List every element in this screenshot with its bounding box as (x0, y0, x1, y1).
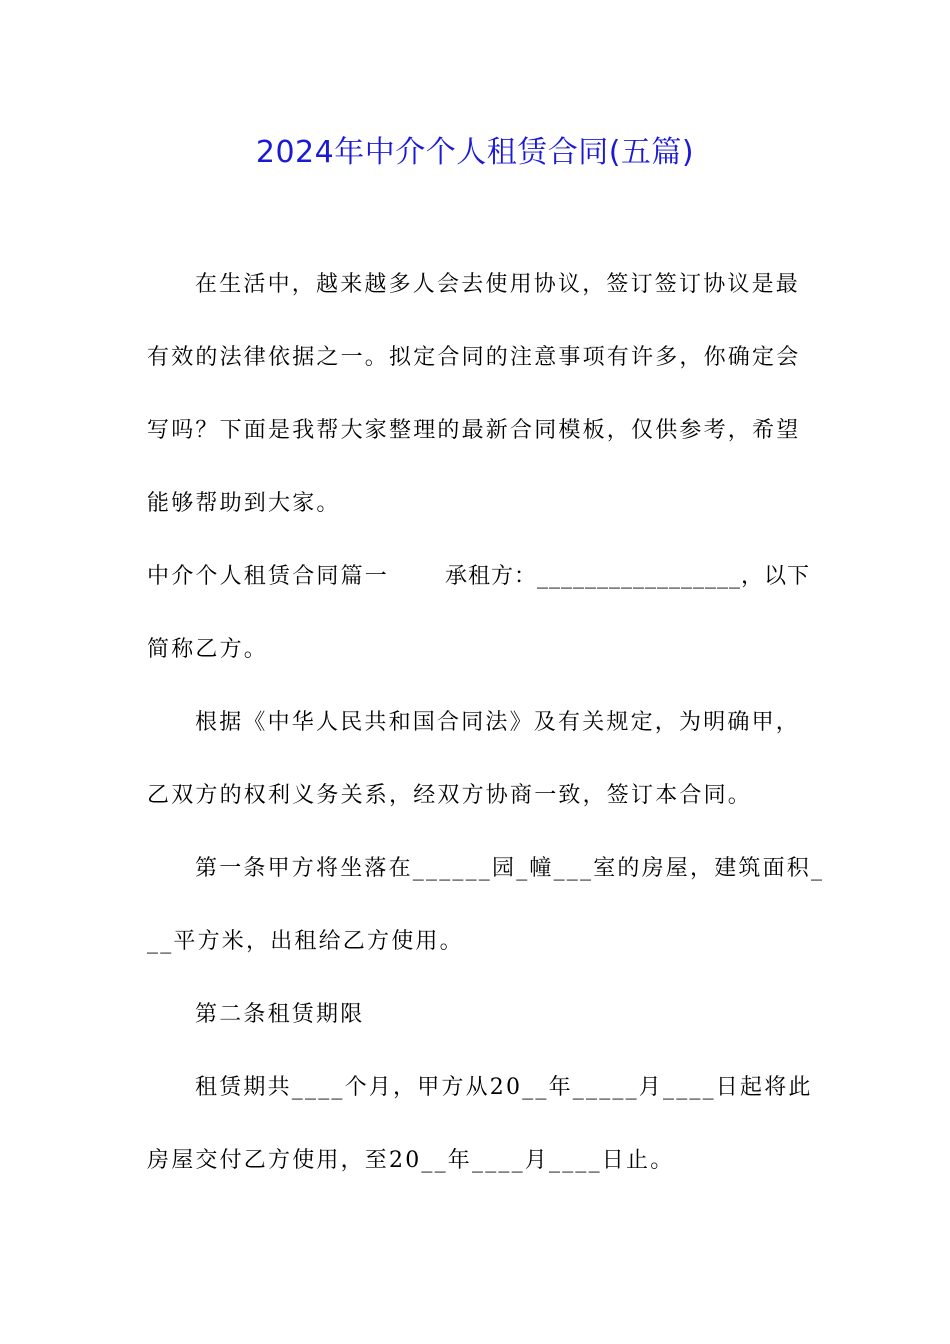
intro-line-2: 有效的法律依据之一。拟定合同的注意事项有许多，你确定会 (147, 345, 801, 370)
section-heading-line (147, 545, 811, 618)
article-1-line-2: __平方米，出租给乙方使用。 (147, 929, 464, 954)
section-heading: 中介个人租赁合同篇一 (147, 564, 390, 589)
lease-term-line-2: 房屋交付乙方使用，至20__年____月____日止。 (147, 1148, 675, 1173)
article-2-heading: 第二条租赁期限 (195, 1002, 365, 1027)
intro-line-4: 能够帮助到大家。 (147, 491, 341, 516)
lessee-line-2: 简称乙方。 (147, 637, 269, 662)
lessee-field: 承租方：_________________，以下 (445, 564, 811, 589)
lease-term-line-1: 租赁期共____个月，甲方从20__年_____月____日起将此 (195, 1075, 813, 1100)
basis-line-1: 根据《中华人民共和国合同法》及有关规定，为明确甲， (195, 710, 801, 735)
intro-line-1: 在生活中，越来越多人会去使用协议，签订签订协议是最 (195, 272, 801, 297)
article-1-line-1: 第一条甲方将坐落在______园_幢___室的房屋，建筑面积_ (195, 856, 825, 881)
intro-line-3: 写吗？下面是我帮大家整理的最新合同模板，仅供参考，希望 (147, 418, 801, 443)
document-body (147, 253, 825, 1202)
document-title: 2024年中介个人租赁合同(五篇) (255, 135, 695, 170)
basis-line-2: 乙双方的权利义务关系，经双方协商一致，签订本合同。 (147, 783, 753, 808)
